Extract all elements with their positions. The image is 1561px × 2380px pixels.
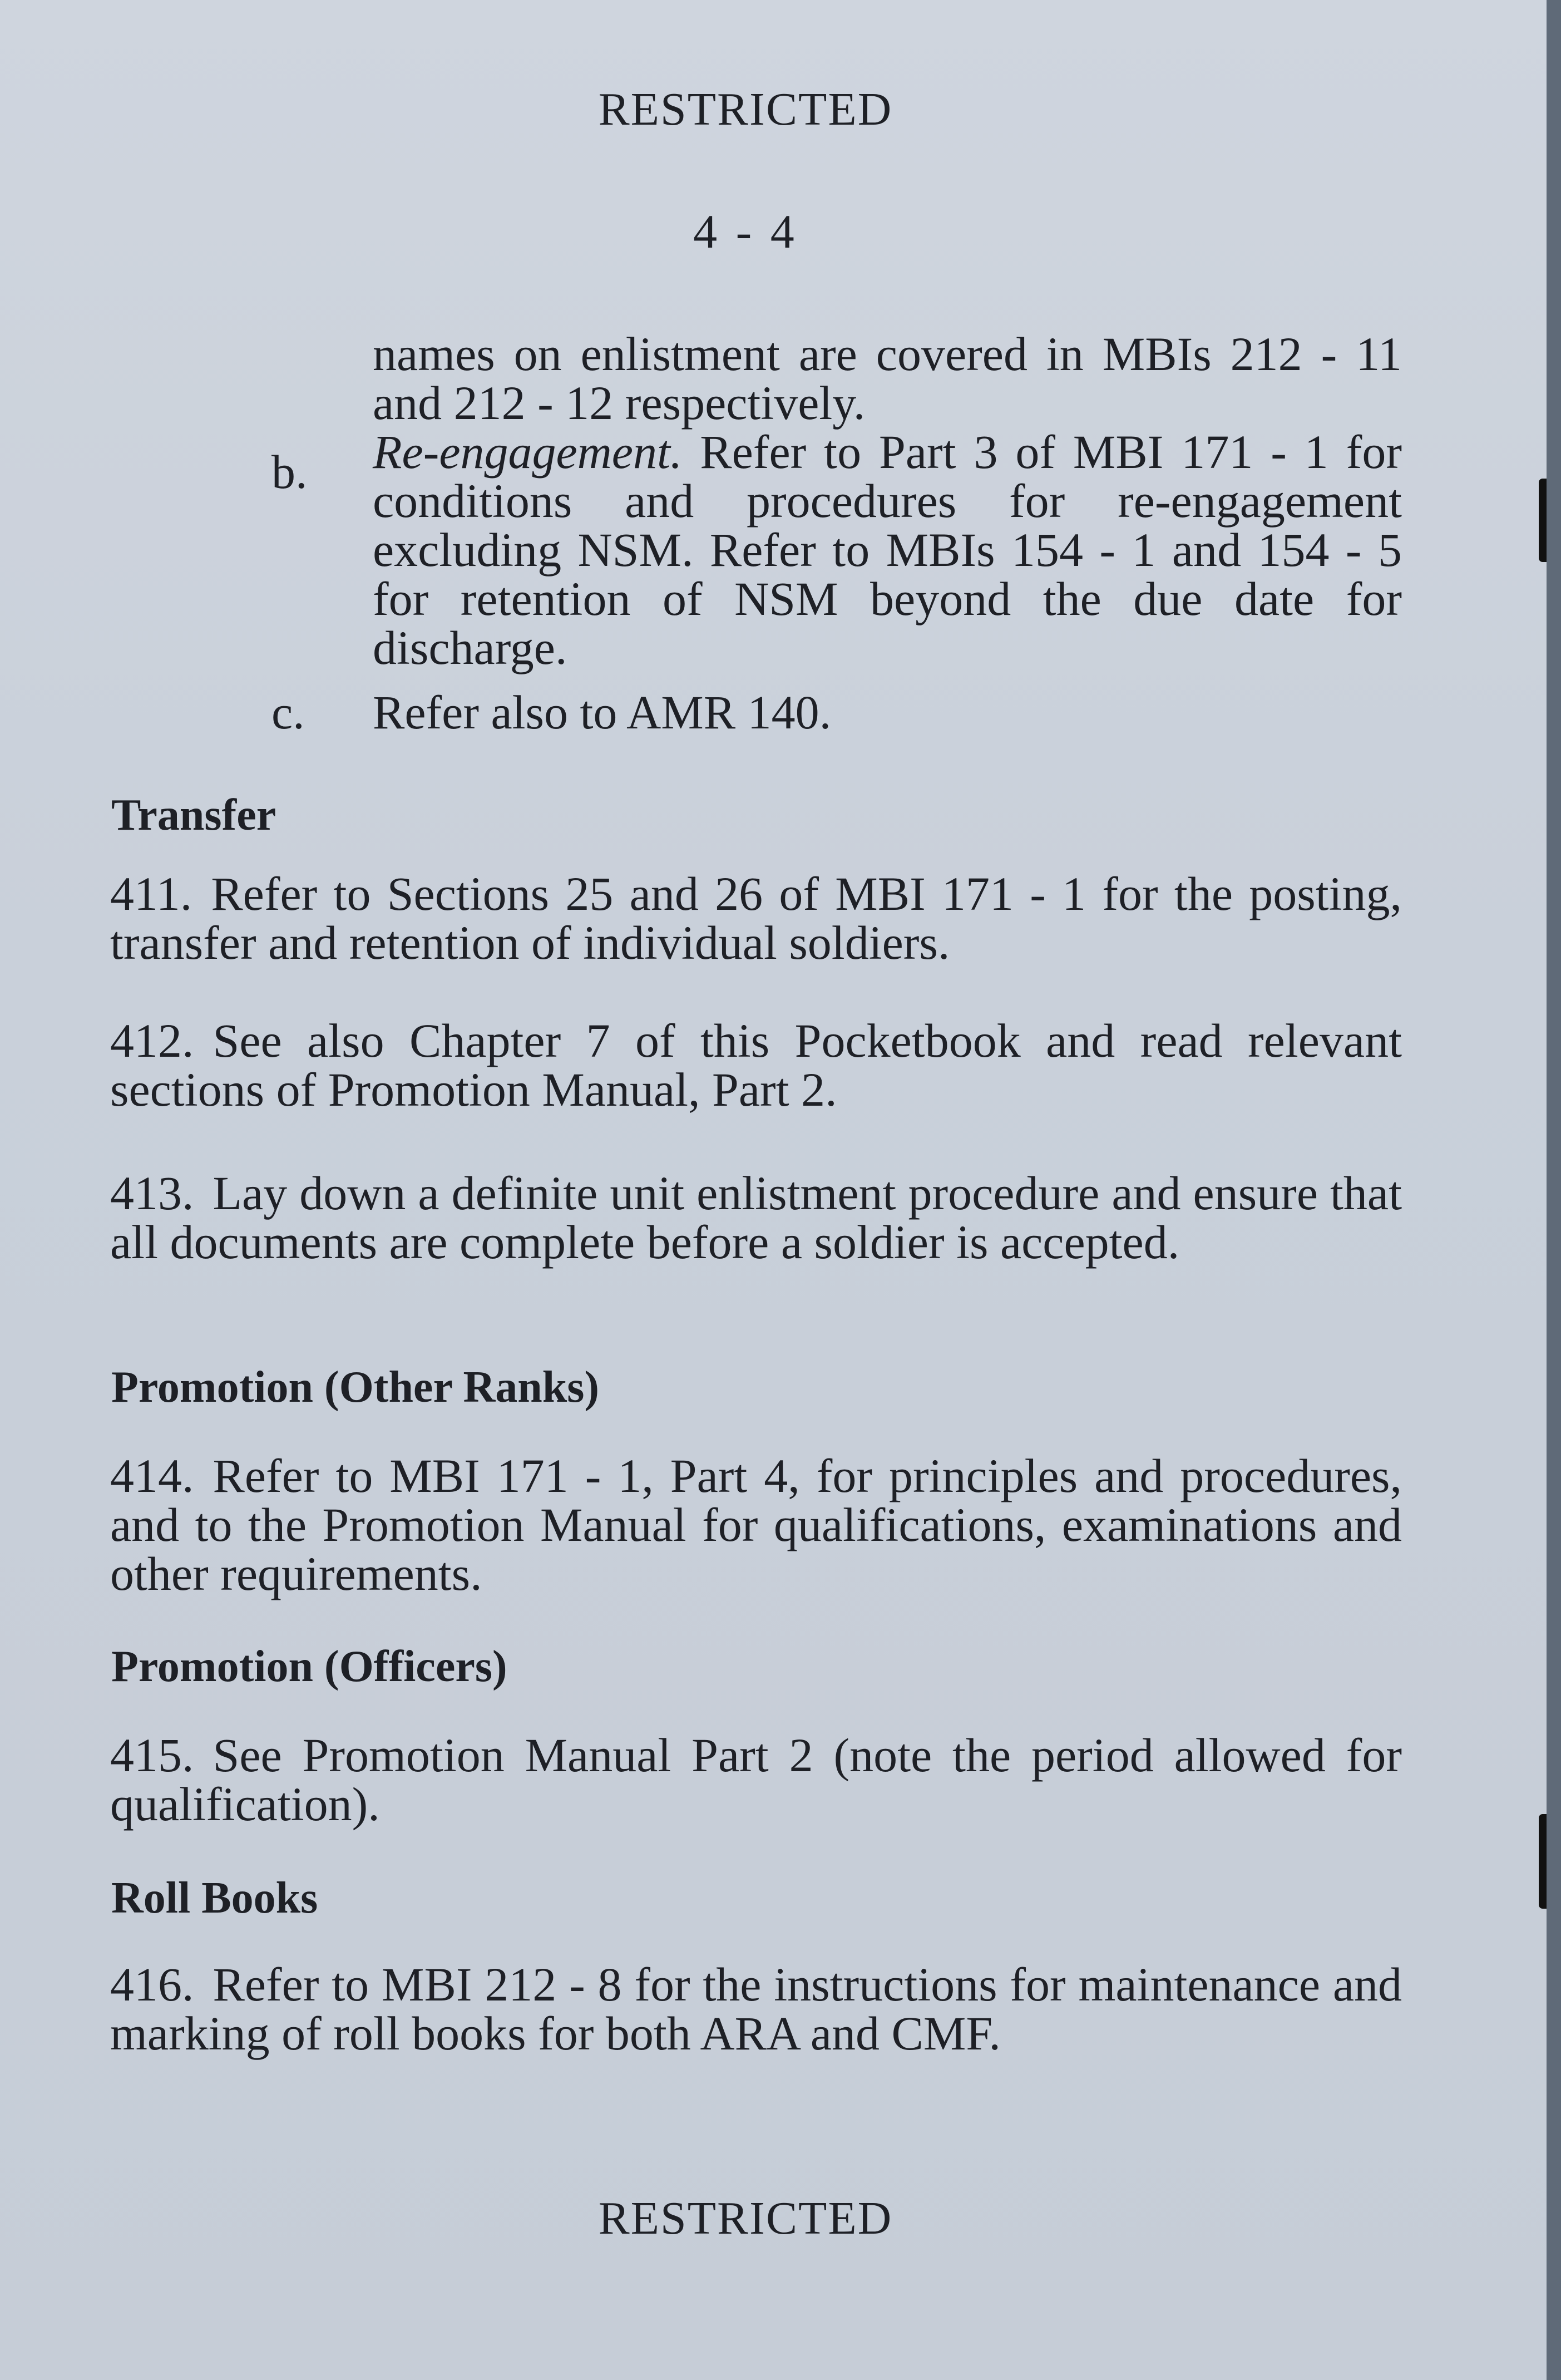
paragraph-text: See Promotion Manual Part 2 (note the period allowed for qualification). [110,1728,1402,1831]
paragraph-415 [110,1728,1402,1831]
paragraph-416 [110,1960,1402,2058]
paragraph-number: 413. [110,1166,194,1220]
classification-footer: RESTRICTED [598,2192,893,2244]
page-edge-mark [1539,1814,1547,1909]
paragraph-number: 415. [110,1728,194,1782]
paragraph-text: Refer to MBI 212 - 8 for the instructions for maintenance and marking of roll books for both ARA and CMF. [110,1958,1402,2060]
item-b [373,427,1402,672]
paragraph-number: 411. [110,867,192,920]
continuation-text: names on enlistment are covered in MBIs 212 - 11 and 212 - 12 respectively. [373,327,1402,430]
page-number: 4 - 4 [693,205,798,258]
paragraph-413 [110,1166,1402,1269]
paragraph-number: 414. [110,1449,194,1502]
paragraph-412 [110,1016,1402,1114]
page-edge-mark [1539,479,1547,562]
item-c-text: Refer also to AMR 140. [373,686,832,739]
classification-header: RESTRICTED [598,83,893,135]
item-letter: c. [271,686,305,739]
paragraph-411 [110,869,1402,967]
paragraph-text: See also Chapter 7 of this Pocketbook and read relevant sections of Promotion Manual, Part 2. [110,1014,1402,1116]
paragraph-number: 412. [110,1014,194,1067]
item-letter: b. [271,445,308,499]
section-heading: Roll Books [111,1874,318,1923]
section-heading: Transfer [111,791,276,840]
item-b-title: Re-engagement. [373,425,683,479]
paragraph-text: Refer to MBI 171 - 1, Part 4, for principles and procedures, and to the Promotion Manual for qualifications, examinations and other requirements. [110,1449,1402,1600]
section-heading: Promotion (Other Ranks) [111,1363,600,1412]
item-b-text: Refer to Part 3 of MBI 171 - 1 for conditions and procedures for re-engagement excluding NSM. Refer to MBIs 154 - 1 and 154 - 5 for retention of NSM beyond the due date for discharge. [373,425,1402,674]
section-heading: Promotion (Officers) [111,1642,507,1691]
paragraph-414 [110,1451,1402,1598]
paragraph-text: Refer to Sections 25 and 26 of MBI 171 - 1 for the posting, transfer and retention of individual soldiers. [110,867,1402,969]
paragraph-text: Lay down a definite unit enlistment procedure and ensure that all documents are complete before a soldier is accepted. [110,1166,1402,1269]
paragraph-number: 416. [110,1958,194,2011]
